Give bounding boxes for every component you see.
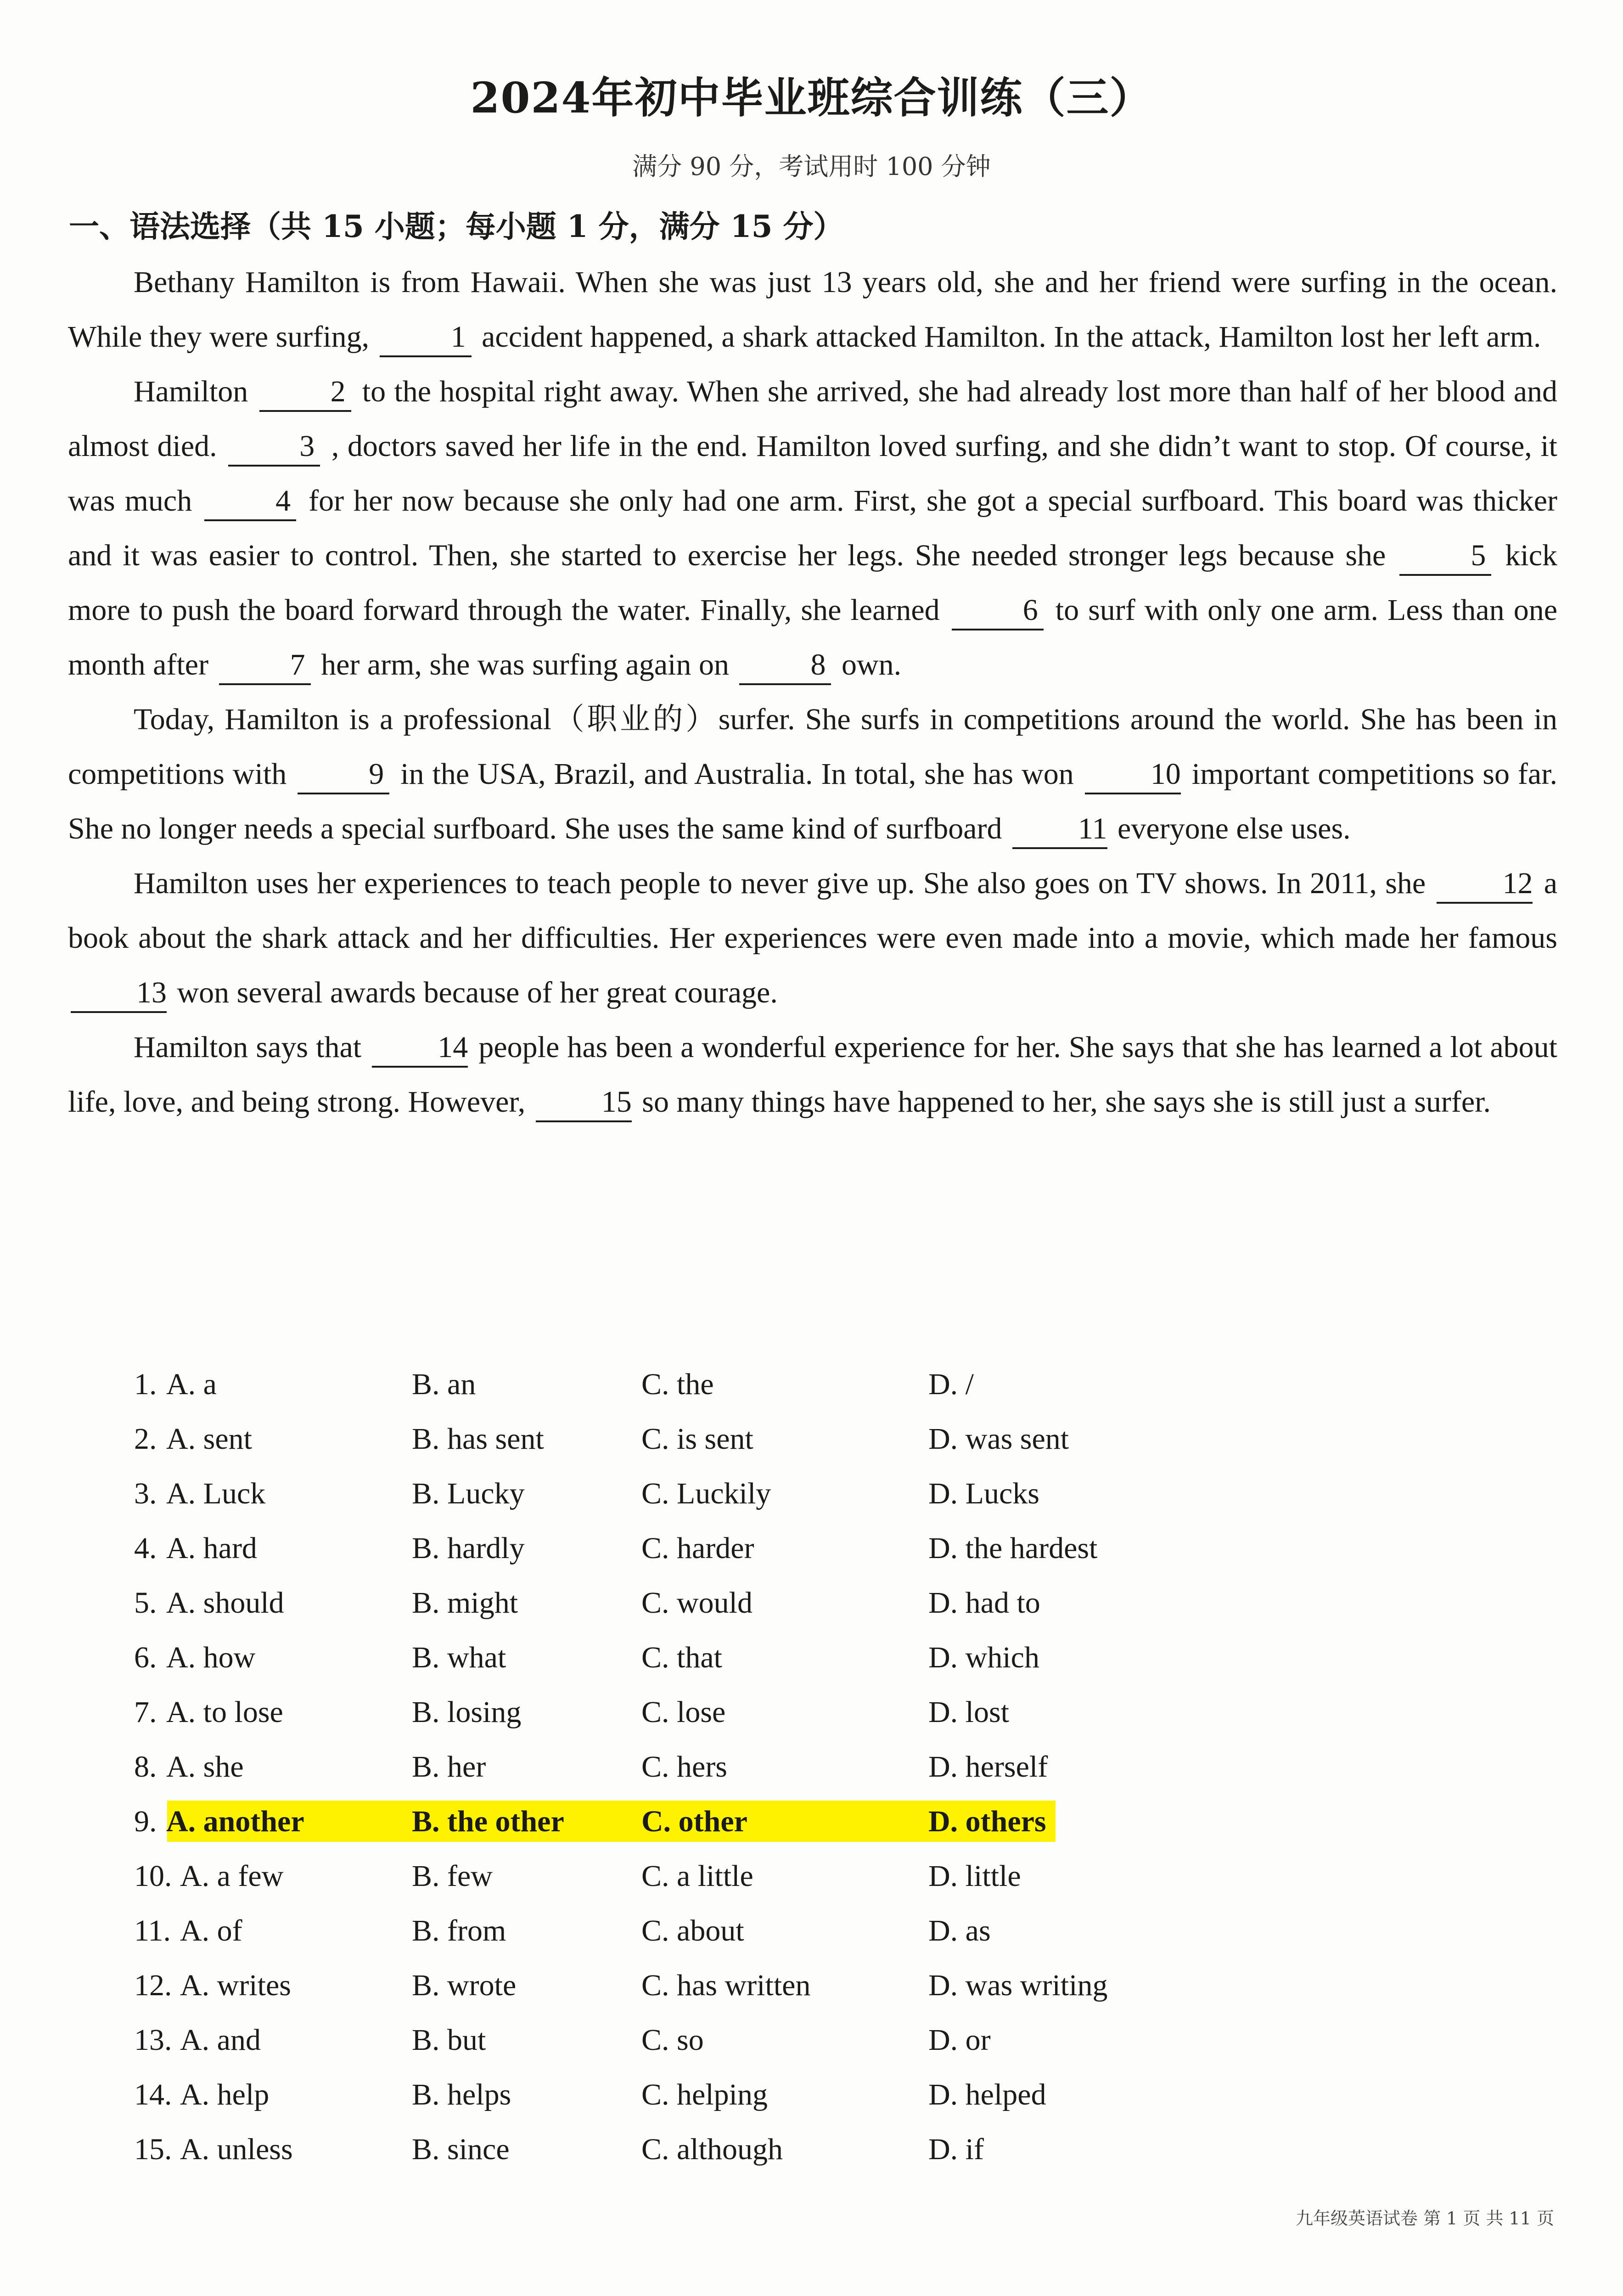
blank-1: 1 xyxy=(380,319,472,357)
cloze-passage xyxy=(68,255,1557,1129)
option-d: D. was writing xyxy=(928,1969,1108,2002)
option-d: D. herself xyxy=(928,1750,1048,1784)
passage-text: accident happened, a shark attacked Hamilton. In the attack, Hamilton lost her left arm. xyxy=(482,320,1541,354)
blank-7: 7 xyxy=(219,647,311,685)
option-d: D. had to xyxy=(928,1586,1040,1620)
option-b: B. what xyxy=(412,1641,506,1674)
blank-11: 11 xyxy=(1012,810,1107,849)
exam-info: 满分 90 分，考试用时 100 分钟 xyxy=(632,152,991,181)
passage-text: people has been a wonderful experience for her. She says that she has learned a lot about life, love, and being strong. However, xyxy=(68,1030,1558,1119)
question-number: 6. xyxy=(134,1641,157,1674)
option-d: D. / xyxy=(928,1367,974,1401)
passage-text: kick more to push the board forward through the water. Finally, she learned xyxy=(68,539,1558,627)
question-number: 1. xyxy=(134,1367,157,1401)
option-row xyxy=(134,2013,1172,2067)
passage-text: everyone else uses. xyxy=(1118,812,1351,845)
passage-text: Today, Hamilton is a professional（职业的）surfer. She surfs in competitions around the world. She has been in competitions with xyxy=(68,703,1557,791)
passage-text: Hamilton uses her experiences to teach people to never give up. She also goes on TV shows. In 2011, she xyxy=(134,867,1426,900)
blank-8: 8 xyxy=(739,647,831,685)
passage-text: , doctors saved her life in the end. Hamilton loved surfing, and she didn’t want to stop. Of course, it was much xyxy=(68,429,1558,518)
option-row xyxy=(134,1685,1172,1739)
option-row xyxy=(134,1412,1172,1466)
option-row xyxy=(134,1849,1172,1903)
option-b: B. Lucky xyxy=(412,1477,525,1510)
option-b: B. since xyxy=(412,2133,510,2166)
blank-5: 5 xyxy=(1399,537,1491,576)
option-a: A. a few xyxy=(180,1859,284,1893)
passage-text: to surf with only one arm. Less than one month after xyxy=(68,593,1558,681)
option-c: C. a little xyxy=(641,1859,753,1893)
option-b: B. few xyxy=(412,1859,493,1893)
option-d: D. others xyxy=(928,1805,1046,1838)
passage-text: own. xyxy=(841,648,902,681)
page-footer: 九年级英语试卷 第 1 页 共 11 页 xyxy=(1295,2208,1554,2228)
option-d: D. the hardest xyxy=(928,1531,1098,1565)
option-row xyxy=(134,1521,1172,1576)
option-row xyxy=(134,1958,1172,2013)
passage-text: important competitions so far. She no longer needs a special surfboard. She uses the same kind of surfboard xyxy=(68,757,1558,845)
question-number: 14. xyxy=(134,2078,172,2111)
question-number: 8. xyxy=(134,1750,157,1784)
blank-10: 10 xyxy=(1085,756,1181,794)
paragraph-1 xyxy=(68,255,1557,364)
option-d: D. little xyxy=(928,1859,1021,1893)
option-c: C. although xyxy=(641,2133,783,2166)
option-c: C. lose xyxy=(641,1695,726,1729)
question-number: 12. xyxy=(134,1969,172,2002)
blank-13: 13 xyxy=(71,974,167,1013)
question-number: 10. xyxy=(134,1859,172,1893)
option-c: C. hers xyxy=(641,1750,727,1784)
option-d: D. Lucks xyxy=(928,1477,1039,1510)
passage-text: her arm, she was surfing again on xyxy=(321,648,729,681)
option-a: A. unless xyxy=(180,2133,293,2166)
passage-text: in the USA, Brazil, and Australia. In total, she has won xyxy=(400,757,1074,791)
option-c: C. the xyxy=(641,1367,714,1401)
option-b: B. hardly xyxy=(412,1531,525,1565)
option-b: B. but xyxy=(412,2023,486,2057)
question-number: 15. xyxy=(134,2133,172,2166)
question-number: 11. xyxy=(134,1914,171,1947)
blank-14: 14 xyxy=(372,1029,468,1068)
section-heading: 一、语法选择（共 15 小题；每小题 1 分，满分 15 分） xyxy=(69,208,844,244)
option-b: B. an xyxy=(412,1367,476,1401)
passage-text: Bethany Hamilton is from Hawaii. When she was just 13 years old, she and her friend were surfing in the ocean. While they were surfing, xyxy=(68,265,1557,354)
paragraph-4 xyxy=(68,856,1557,1020)
passage-text: so many things have happened to her, she says she is still just a surfer. xyxy=(642,1085,1491,1119)
option-b: B. losing xyxy=(412,1695,522,1729)
blank-12: 12 xyxy=(1437,865,1533,904)
option-row xyxy=(134,1576,1172,1630)
option-row xyxy=(134,1357,1172,1412)
option-a: A. of xyxy=(180,1914,242,1947)
option-c: C. so xyxy=(641,2023,704,2057)
option-c: C. harder xyxy=(641,1531,754,1565)
option-d: D. if xyxy=(928,2133,984,2166)
option-a: A. Luck xyxy=(166,1477,266,1510)
option-d: D. or xyxy=(928,2023,991,2057)
passage-text: to the hospital right away. When she arrived, she had already lost more than half of her blood and almost died. xyxy=(68,375,1558,463)
blank-15: 15 xyxy=(536,1084,632,1122)
option-row xyxy=(134,1739,1172,1794)
option-a: A. sent xyxy=(166,1422,252,1456)
question-number: 4. xyxy=(134,1531,157,1565)
option-a: A. she xyxy=(166,1750,244,1784)
paragraph-3 xyxy=(68,692,1557,856)
passage-text: won several awards because of her great courage. xyxy=(177,976,778,1009)
option-c: C. about xyxy=(641,1914,744,1947)
option-row xyxy=(134,1903,1172,1958)
option-b: B. from xyxy=(412,1914,506,1947)
option-row xyxy=(134,1466,1172,1521)
passage-text: Hamilton xyxy=(134,375,248,408)
question-number: 3. xyxy=(134,1477,157,1510)
blank-2: 2 xyxy=(259,373,351,412)
option-c: C. is sent xyxy=(641,1422,753,1456)
blank-6: 6 xyxy=(952,592,1044,630)
option-d: D. helped xyxy=(928,2078,1046,2111)
option-c: C. helping xyxy=(641,2078,768,2111)
option-c: C. has written xyxy=(641,1969,811,2002)
option-b: B. her xyxy=(412,1750,486,1784)
option-d: D. lost xyxy=(928,1695,1010,1729)
question-number: 13. xyxy=(134,2023,172,2057)
passage-text: a book about the shark attack and her difficulties. Her experiences were even made into a movie, which made her famous xyxy=(68,867,1558,955)
paragraph-5 xyxy=(68,1020,1557,1129)
paragraph-2 xyxy=(68,364,1557,692)
blank-9: 9 xyxy=(298,756,389,794)
option-d: D. as xyxy=(928,1914,991,1947)
option-b: B. has sent xyxy=(412,1422,544,1456)
option-c: C. that xyxy=(641,1641,722,1674)
option-row xyxy=(134,1630,1172,1685)
option-row xyxy=(134,2067,1172,2122)
option-c: C. would xyxy=(641,1586,753,1620)
option-a: A. should xyxy=(166,1586,284,1620)
page-title: 2024年初中毕业班综合训练（三） xyxy=(470,73,1153,123)
option-a: A. a xyxy=(166,1367,217,1401)
option-c: C. Luckily xyxy=(641,1477,771,1510)
answer-options xyxy=(134,1357,1172,2177)
option-b: B. helps xyxy=(412,2078,511,2111)
option-d: D. was sent xyxy=(928,1422,1069,1456)
option-a: A. hard xyxy=(166,1531,257,1565)
option-row-highlighted xyxy=(134,1794,1172,1849)
option-a: A. writes xyxy=(180,1969,291,2002)
passage-text: for her now because she only had one arm. First, she got a special surfboard. This board was thicker and it was easier to control. Then, she started to exercise her legs. She needed stronger legs because she xyxy=(68,484,1558,572)
question-number: 7. xyxy=(134,1695,157,1729)
blank-3: 3 xyxy=(228,428,320,467)
question-number: 9. xyxy=(134,1805,157,1838)
question-number: 5. xyxy=(134,1586,157,1620)
option-b: B. the other xyxy=(412,1805,564,1838)
option-c: C. other xyxy=(641,1805,747,1838)
option-b: B. might xyxy=(412,1586,518,1620)
blank-4: 4 xyxy=(204,483,296,521)
option-a: A. another xyxy=(166,1805,304,1838)
option-a: A. how xyxy=(166,1641,256,1674)
option-a: A. to lose xyxy=(166,1695,283,1729)
option-a: A. and xyxy=(180,2023,261,2057)
question-number: 2. xyxy=(134,1422,157,1456)
option-a: A. help xyxy=(180,2078,270,2111)
option-row xyxy=(134,2122,1172,2177)
option-d: D. which xyxy=(928,1641,1039,1674)
passage-text: Hamilton says that xyxy=(134,1030,362,1064)
option-b: B. wrote xyxy=(412,1969,517,2002)
